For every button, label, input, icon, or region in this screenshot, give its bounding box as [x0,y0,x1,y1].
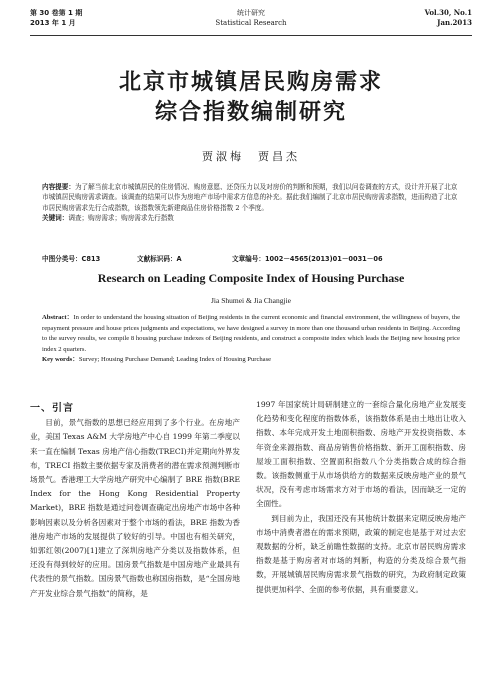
abstract-en-label: Abstract： [42,314,74,321]
classification-codes [42,253,460,263]
body-paragraph: 1997 年国家统计局研制建立的一套综合量化房地产业发展变化趋势和变化程度的指数体系，该指数体系是由土地出让收入指数、本年完成开发土地面积指数、房地产开发投资指数、本年资金来源指数、商品房销售价格指数、新开工面积指数、房屋竣工面积指数、空置面积指数八个分类指数合成的综合指数。该指数侧重于从市场供给方的数据来反映房地产业的景气状况，没有考虑市场需求方对于市场的看法，因而缺乏一定的全面性。 [256,400,466,509]
doc-code: 文献标识码：A [137,255,182,263]
abstract-cn-text: 为了解当前北京市城镇居民的住房情况、购房意愿、还贷压力以及对房价的判断和预期，我们以问卷调查的方式，设计并开展了北京市城镇居民购房需求调查。该调查的结果可以作为房地产市场中需求方信息的补充。据此我们编制了北京市居民购房需求指数，进而构造了北京市居民购房需求先行合成指数，该指数领先新建商品住房价格指数 2 个季度。 [42,183,458,212]
body-left-column [30,402,240,601]
volume-line: 第 30 卷第 1 期 [30,9,83,17]
paper-title [0,68,502,128]
volume-info-en [425,8,472,28]
authors-cn: 贾淑梅 贾昌杰 [202,150,300,163]
volume-line-en: Vol.30, No.1 [424,8,472,17]
clc-code: 中图分类号：C813 [42,255,101,263]
keywords-en-label: Key words： [42,356,79,364]
section-heading: 一、引言 [30,403,74,414]
abstract-en [42,313,460,366]
abstract-cn [42,182,460,224]
paper-title-line2: 综合指数编制研究 [154,100,347,125]
body-paragraph: 到目前为止，我国还没有其他统计数据来定期反映房地产市场中消费者潜在的需求预期，政策的制定也是基于对过去宏观数据的分析，缺乏前瞻性数据的支持。北京市居民购房需求指数是基于购房者对市场的判断，构造的分类及综合景气指数，开展城镇居民购房需求景气指数的研究，为政府制定政策提供更加科学、全面的参考依据，具有重要意义。 [256,513,466,594]
journal-name [30,8,472,28]
english-authors: Jia Shumei & Jia Changjie [211,296,291,305]
english-title: Research on Leading Composite Index of Housing Purchase [97,271,405,285]
paper-title-line1: 北京市城镇居民购房需求 [118,70,383,95]
abstract-en-text: In order to understand the housing situation of Beijing residents in the current economic and financial environment, the willingness of buyers, the repayment pressure and house prices judgments and expectations, we have designed a survey in more than one thousand urban residents in Beijing. According to the survey results, we compile 8 housing purchase indexes of Beijing residents, and construct a composite index which leads the Beijing new housing price index 2 quarters. [42,314,460,353]
body-paragraph: 目前，景气指数的思想已经应用到了多个行业。在房地产业，美国 Texas A&M 大学房地产中心自 1999 年第二季度以来一直在编制 Texas 房地产信心指数(TRECI)并定期向外界发布，TRECI 指数主要依据专家及消费者的潜在需求预测判断市场景气。香港理工大学房地产研究中心编制了 BRE 指数(BRE Index for the Hong Kong Residential Property Market)，BRE 指数是通过问卷调查确定出房地产市场中各种影响因素以及分析各因素对于整个市场的看法，BRE 指数为香港房地产市场的发展提供了较好的引导。中国也有相关研究，如郭红领(2007)[1]建立了深圳房地产分类以及指数体系，但还没有得到较好的应用。国房景气指数是中国房地产业最具有代表性的景气指数。国房景气指数也称国房指数，是“全国房地产开发业综合景气指数”的简称，是 [30,418,240,598]
date-line-en: Jan.2013 [437,18,472,27]
journal-name-cn: 统计研究 [237,9,265,17]
journal-name-en: Statistical Research [215,19,287,27]
keywords-en-text: Survey; Housing Purchase Demand; Leading Index of Housing Purchase [78,356,272,364]
body-right-column [256,398,466,597]
date-line: 2013 年 1 月 [30,19,76,27]
abstract-cn-label: 内容提要： [42,183,75,191]
article-number: 文章编号：1002－4565(2013)01－0031－06 [232,255,383,263]
header-divider [30,35,472,36]
keywords-cn-label: 关键词： [42,214,69,223]
keywords-cn-text: 调查；购房需求；购房需求先行指数 [68,214,174,223]
